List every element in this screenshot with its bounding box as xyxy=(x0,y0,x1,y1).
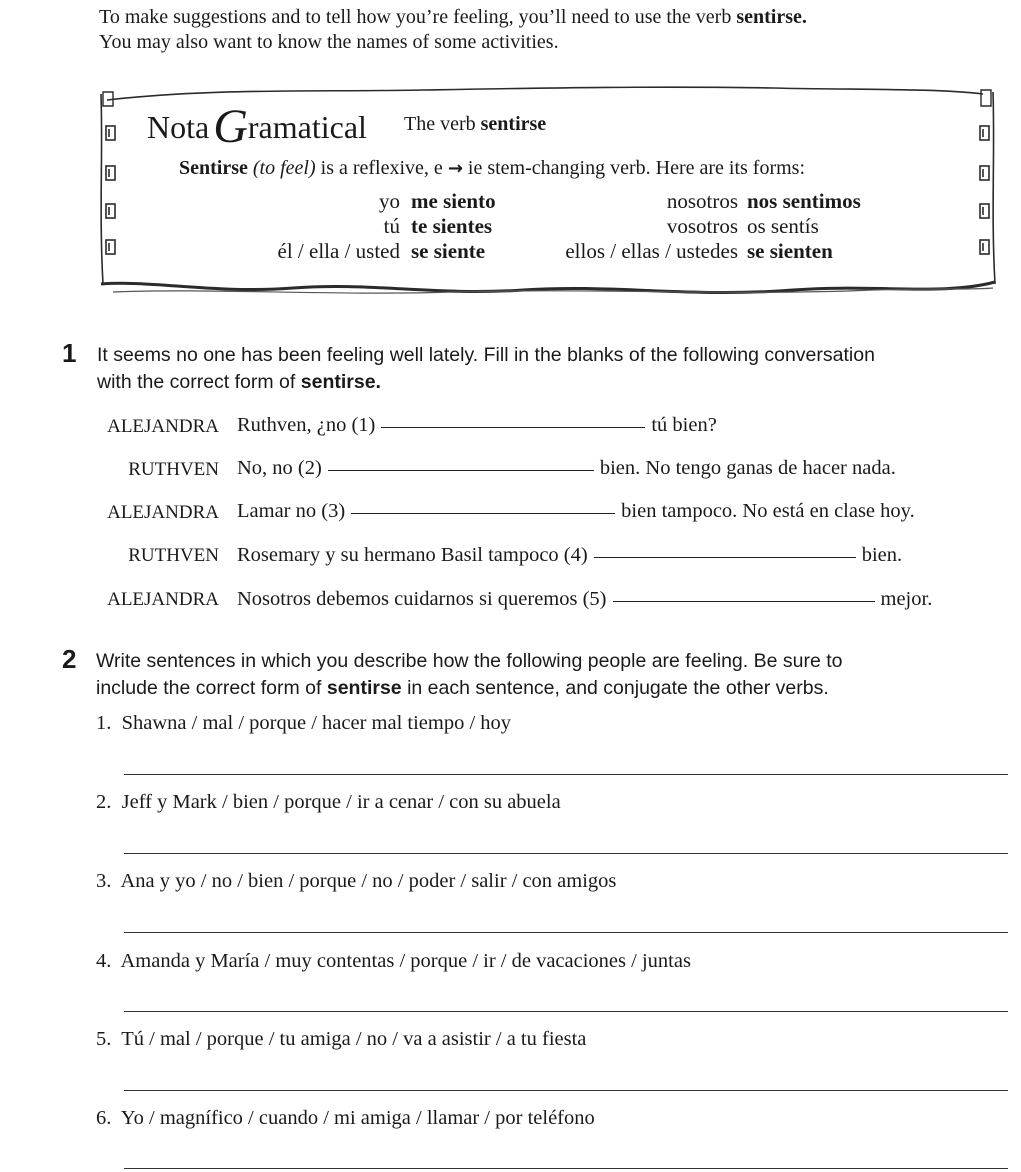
answer-line-3[interactable] xyxy=(124,932,1008,933)
intro-verb: sentirse. xyxy=(736,6,807,28)
answer-line-4[interactable] xyxy=(124,1011,1008,1012)
exercise-2-item: 1. Shawna / mal / porque / hacer mal tiempo / hoy xyxy=(96,712,512,734)
exercise-2-instructions: Write sentences in which you describe how the following people are feeling. Be sure to include the correct form of sentirse in each sentence, and conjugate the other verbs. xyxy=(96,650,843,699)
dialogue-line-3: Lamar no (3) bien tampoco. No está en clase hoy. xyxy=(237,500,915,522)
dialogue-speaker: ALEJANDRA xyxy=(107,502,219,523)
dialogue-speaker: RUTHVEN xyxy=(128,459,219,480)
intro-line-2: You may also want to know the names of some activities. xyxy=(99,31,559,53)
form-se-sienten: se sienten xyxy=(747,239,833,263)
form-te-sientes: te sientes xyxy=(411,214,493,238)
exercise-1-number: 1 xyxy=(62,338,77,368)
pronoun-vosotros: vosotros xyxy=(666,214,738,238)
blank-3[interactable] xyxy=(351,512,615,514)
exercise-2-item: 2. Jeff y Mark / bien / porque / ir a cenar / con su abuela xyxy=(96,791,561,813)
answer-line-2[interactable] xyxy=(124,853,1008,854)
dialogue-line-1: Ruthven, ¿no (1) tú bien? xyxy=(237,414,717,436)
nota-subtitle: The verb sentirse xyxy=(404,113,547,135)
blank-2[interactable] xyxy=(328,469,594,471)
arrow-right-icon: → xyxy=(447,158,463,179)
pronoun-yo: yo xyxy=(379,189,400,213)
dialogue-speaker: ALEJANDRA xyxy=(107,416,219,437)
blank-1[interactable] xyxy=(381,426,645,428)
nota-gramatical-title: NotaGramatical xyxy=(147,100,367,153)
form-nos-sentimos: nos sentimos xyxy=(747,189,861,213)
dialogue-line-4: Rosemary y su hermano Basil tampoco (4) bien. xyxy=(237,544,903,566)
blank-5[interactable] xyxy=(613,600,875,602)
dialogue-speaker: ALEJANDRA xyxy=(107,589,219,610)
nota-description: Sentirse (to feel) is a reflexive, e → ie stem-changing verb. Here are its forms: xyxy=(179,157,806,179)
exercise-2-number: 2 xyxy=(62,644,77,674)
exercise-2-item: 6. Yo / magnífico / cuando / mi amiga / llamar / por teléfono xyxy=(96,1107,595,1129)
answer-line-5[interactable] xyxy=(124,1090,1008,1091)
dialogue-line-2: No, no (2) bien. No tengo ganas de hacer nada. xyxy=(237,457,896,479)
answer-line-1[interactable] xyxy=(124,774,1008,775)
exercise-1-instructions: It seems no one has been feeling well lately. Fill in the blanks of the following conversation with the correct form of sentirse. xyxy=(97,344,875,393)
form-se-siente: se siente xyxy=(411,239,486,263)
answer-line-6[interactable] xyxy=(124,1168,1008,1169)
dialogue-speaker: RUTHVEN xyxy=(128,545,219,566)
dialogue-line-5: Nosotros debemos cuidarnos si queremos (5) mejor. xyxy=(237,588,933,610)
form-me-siento: me siento xyxy=(411,189,496,213)
form-os-sentis: os sentís xyxy=(747,214,819,238)
intro-line-1: To make suggestions and to tell how you’re feeling, you’ll need to use the verb sentirse. xyxy=(99,6,807,28)
exercise-2-item: 3. Ana y yo / no / bien / porque / no / poder / salir / con amigos xyxy=(96,870,617,892)
pronoun-el-ella-usted: él / ella / usted xyxy=(277,239,400,263)
exercise-2-item: 4. Amanda y María / muy contentas / porque / ir / de vacaciones / juntas xyxy=(96,950,691,972)
pronoun-tu: tú xyxy=(383,214,400,238)
pronoun-ellos-ellas-ustedes: ellos / ellas / ustedes xyxy=(565,239,738,263)
pronoun-nosotros: nosotros xyxy=(666,189,738,213)
exercise-2-item: 5. Tú / mal / porque / tu amiga / no / va a asistir / a tu fiesta xyxy=(96,1028,587,1050)
blank-4[interactable] xyxy=(594,556,856,558)
intro-paragraph xyxy=(99,5,807,55)
